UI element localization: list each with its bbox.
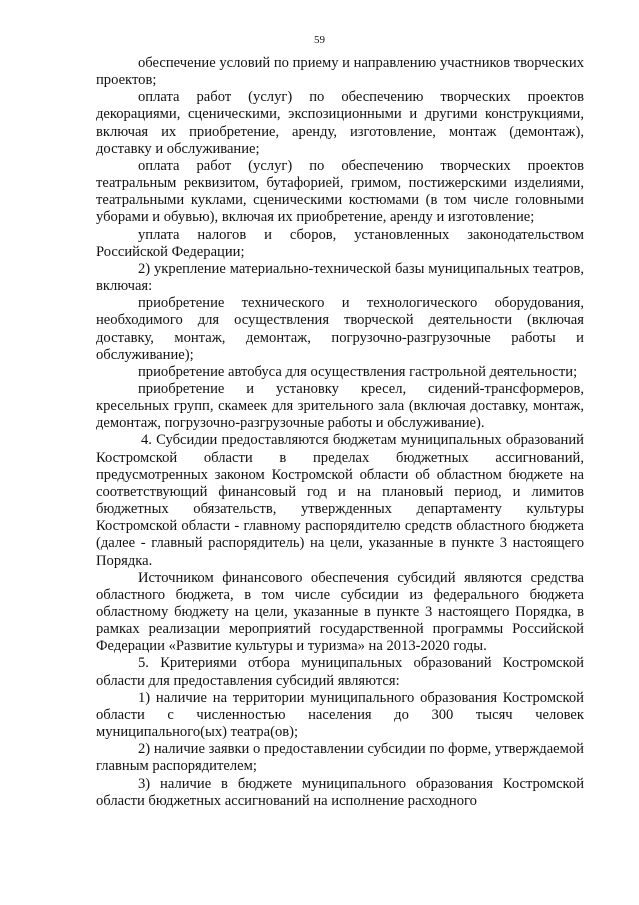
paragraph-11: 5. Критериями отбора муниципальных образований Костромской области для предоставления субсидий являются: [96,655,584,689]
paragraph-3: оплата работ (услуг) по обеспечению творческих проектов театральным реквизитом, бутафорией, гримом, постижерскими изделиями, театральными куклами, сценическими костюмами (в том числе головными уборами и обувью), включая их приобретение, аренду и изготовление; [96,157,584,226]
paragraph-6: приобретение технического и технологического оборудования, необходимого для осуществления творческой деятельности (включая доставку, монтаж, демонтаж, погрузочно-разгрузочные работы и обслуживание); [96,295,584,363]
paragraph-13: 2) наличие заявки о предоставлении субсидии по форме, утверждаемой главным распорядителем; [96,741,584,775]
paragraph-4: уплата налогов и сборов, установленных законодательством Российской Федерации; [96,226,584,260]
paragraph-2: оплата работ (услуг) по обеспечению творческих проектов декорациями, сценическими, экспозиционными и другими конструкциями, включая их приобретение, аренду, изготовление, монтаж (демонтаж), доставку и обслуживание; [96,89,584,157]
paragraph-14: 3) наличие в бюджете муниципального образования Костромской области бюджетных ассигнований на исполнение расходного [96,775,584,809]
paragraph-8: приобретение и установку кресел, сидений-трансформеров, кресельных групп, скамеек для зрительного зала (включая доставку, монтаж, демонтаж, погрузочно-разгрузочные работы и обслуживание). [96,380,584,432]
page-number: 59 [314,34,325,46]
paragraph-5: 2) укрепление материально-технической базы муниципальных театров, включая: [96,260,584,295]
document-body [96,55,584,810]
paragraph-1: обеспечение условий по приему и направлению участников творческих проектов; [96,55,584,89]
paragraph-12: 1) наличие на территории муниципального образования Костромской области с численностью населения до 300 тысяч человек муниципального(ых) театра(ов); [96,689,584,741]
paragraph-9: 4. Субсидии предоставляются бюджетам муниципальных образований Костромской области в пределах бюджетных ассигнований, предусмотренных законом Костромской области об областном бюджете на соответствующий финансовый год и на плановый период, и лимитов бюджетных обязательств, утвержденных департаменту культуры Костромской области - главному распорядителю средств областного бюджета (далее - главный распорядитель) на цели, указанные в пункте 3 настоящего Порядка. [96,432,584,569]
paragraph-7: приобретение автобуса для осуществления гастрольной деятельности; [138,363,578,380]
paragraph-10: Источником финансового обеспечения субсидий являются средства областного бюджета, в том числе субсидии из федерального бюджета областному бюджету на цели, указанные в пункте 3 настоящего Порядка, в рамках реализации мероприятий государственной программы Российской Федерации «Развитие культуры и туризма» на 2013-2020 годы. [96,569,584,655]
